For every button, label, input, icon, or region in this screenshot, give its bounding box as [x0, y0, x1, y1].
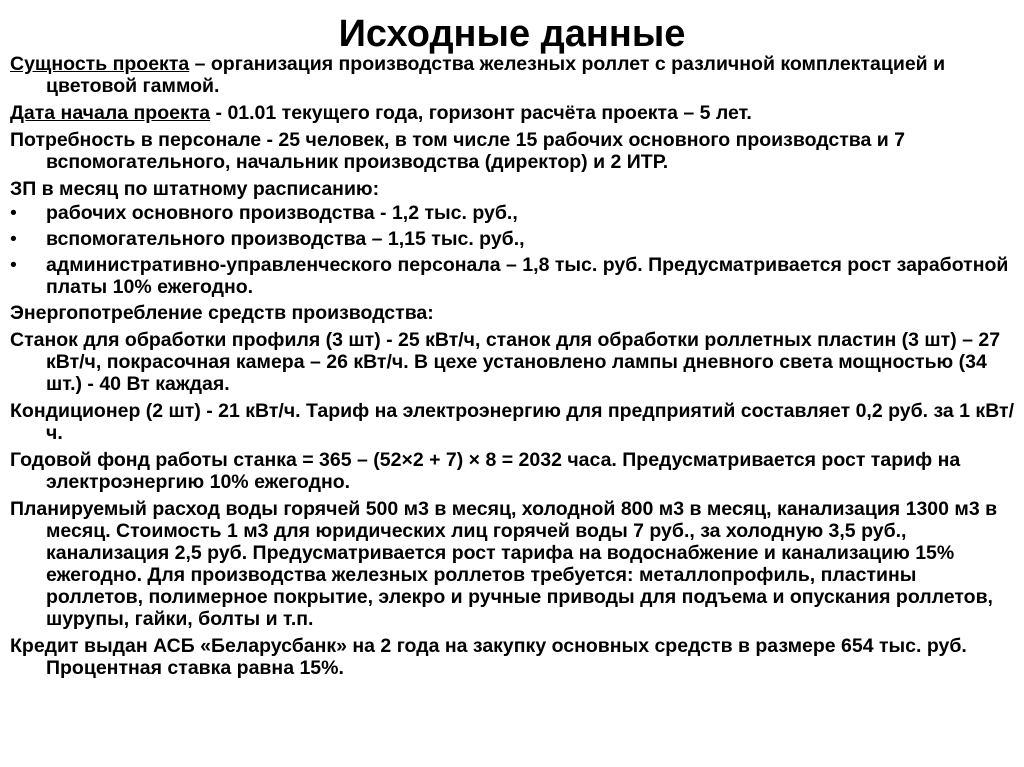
- credit-paragraph: Кредит выдан АСБ «Беларусбанк» на 2 года на закупку основных средств в размере 654 тыс. руб. Процентная ставка равна 15%.: [10, 635, 967, 679]
- list-item: [10, 228, 1014, 250]
- project-essence-paragraph: [10, 53, 1014, 97]
- list-item-text: вспомогательного производства – 1,15 тыс. руб.,: [46, 228, 525, 250]
- water-paragraph: Планируемый расход воды горячей 500 м3 в месяц, холодной 800 м3 в месяц, канализация 1300 м3 в месяц. Стоимость 1 м3 для юридических лиц горячей воды 7 руб., за холодную 3,5 руб., канализация 2,5 руб. Предусматривается рост тарифа на водоснабжение и канализацию 15% ежегодно. Для производства железных роллетов требуется: металлопрофиль, пластины роллетов, полимерное покрытие, элекро и ручные приводы для подъема и опускания роллетов, шурупы, гайки, болты и т.п.: [10, 498, 998, 630]
- list-item: [10, 202, 1014, 224]
- project-start-label: Дата начала проекта: [10, 102, 211, 124]
- salary-heading: ЗП в месяц по штатному расписанию:: [10, 178, 380, 200]
- project-essence-text: – организация производства железных роллет с различной комплектацией и цветовой гаммой.: [46, 53, 946, 97]
- energy-heading: Энергопотребление средств производства:: [10, 302, 434, 324]
- project-start-text: - 01.01 текущего года, горизонт расчёта проекта – 5 лет.: [210, 102, 752, 124]
- page-title: Исходные данные: [338, 13, 686, 55]
- list-item-text: рабочих основного производства - 1,2 тыс. руб.,: [46, 202, 518, 224]
- annual-fund-paragraph: Годовой фонд работы станка = 365 – (52×2 + 7) × 8 = 2032 часа. Предусматривается рост тариф на электроэнергию 10% ежегодно.: [10, 449, 961, 493]
- air-conditioner-paragraph: Кондиционер (2 шт) - 21 кВт/ч. Тариф на электроэнергию для предприятий составляет 0,2 руб. за 1 кВт/ч.: [10, 400, 1014, 444]
- list-item: [10, 254, 1014, 298]
- salary-list: [10, 202, 1014, 298]
- bullet-icon: •: [10, 202, 17, 224]
- bullet-icon: •: [10, 254, 17, 276]
- bullet-icon: •: [10, 228, 17, 250]
- equipment-paragraph: Станок для обработки профиля (3 шт) - 25 кВт/ч, станок для обработки роллетных пластин (3 шт) – 27 кВт/ч, покрасочная камера – 26 кВт/ч. В цехе установлено лампы дневного света мощностью (34 шт.) - 40 Вт каждая.: [10, 329, 1001, 395]
- project-start-paragraph: [10, 102, 1014, 124]
- list-item-text: административно-управленческого персонала – 1,8 тыс. руб. Предусматривается рост заработной платы 10% ежегодно.: [46, 254, 1009, 298]
- content-body: [10, 53, 1014, 684]
- staff-paragraph: Потребность в персонале - 25 человек, в том числе 15 рабочих основного производства и 7 вспомогательного, начальник производства (директор) и 2 ИТР.: [10, 129, 906, 173]
- project-essence-label: Сущность проекта: [10, 53, 190, 75]
